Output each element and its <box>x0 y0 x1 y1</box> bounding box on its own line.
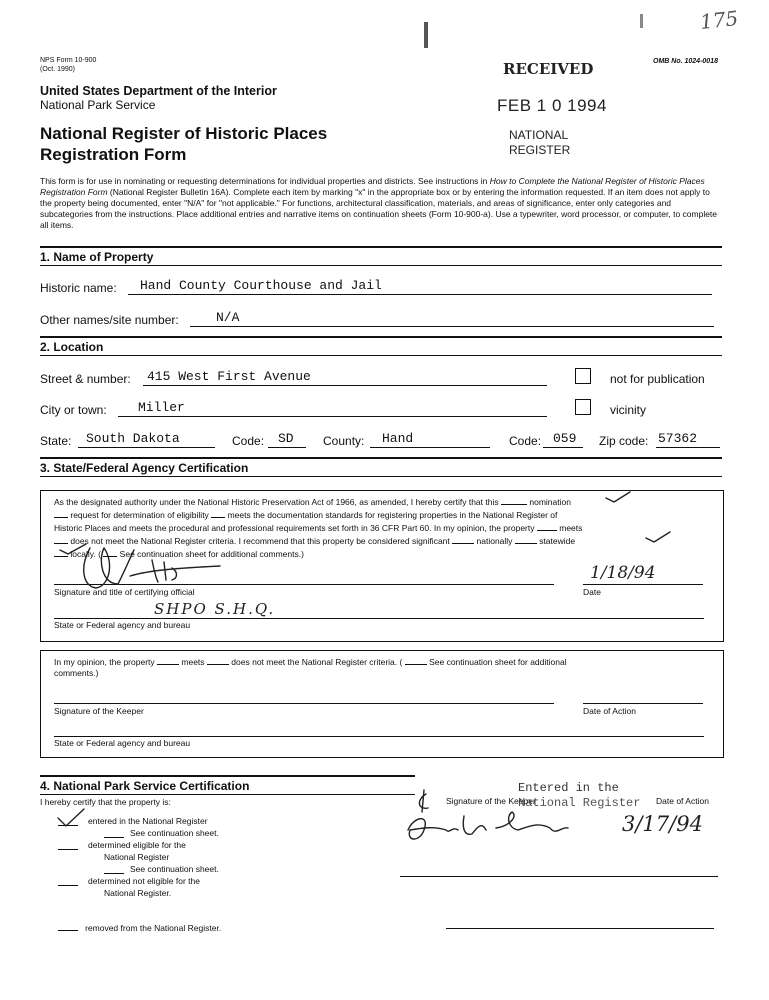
keeper-signature-label: Signature of the Keeper <box>54 706 144 716</box>
state-label: State: <box>40 434 72 448</box>
section-rule <box>40 457 722 459</box>
form-number: NPS Form 10-900 <box>40 57 97 64</box>
removed-option: removed from the National Register. <box>58 921 221 934</box>
nps-signature-line-3[interactable] <box>446 928 714 929</box>
historic-name-label: Historic name: <box>40 281 117 295</box>
section-rule <box>40 265 722 266</box>
certifying-date-line[interactable] <box>583 584 703 585</box>
locally-check-mark <box>56 540 96 560</box>
historic-name-field[interactable]: Hand County Courthouse and Jail <box>128 280 712 295</box>
form-title-line2: Registration Form <box>40 145 187 164</box>
department: United States Department of the Interior <box>40 84 277 98</box>
section-rule <box>40 775 415 777</box>
received-stamp: RECEIVED <box>503 60 594 78</box>
scan-artifact <box>640 14 643 28</box>
state-code-label: Code: <box>232 434 265 448</box>
scan-artifact <box>424 22 428 48</box>
county-code-field[interactable]: 059 <box>543 433 583 448</box>
statewide-check-mark <box>640 528 680 548</box>
certifying-signature-label: Signature and title of certifying official <box>54 587 195 597</box>
form-title-line1: National Register of Historic Places <box>40 124 328 143</box>
section-rule <box>40 355 722 356</box>
action-date-label: Date of Action <box>583 706 636 716</box>
keeper-signature-line[interactable] <box>54 703 554 704</box>
county-label: County: <box>323 434 365 448</box>
agency: National Park Service <box>40 98 156 112</box>
state-field[interactable]: South Dakota <box>78 433 215 448</box>
agency-label: State or Federal agency and bureau <box>54 620 191 630</box>
state-code-field[interactable]: SD <box>268 433 306 448</box>
vicinity-label: vicinity <box>610 403 647 417</box>
stamp-register: REGISTER <box>509 143 571 157</box>
section-rule <box>40 794 415 795</box>
section2-title: 2. Location <box>40 340 104 354</box>
street-label: Street & number: <box>40 372 131 386</box>
section1-title: 1. Name of Property <box>40 250 154 264</box>
instructions-paragraph: This form is for use in nominating or requesting determinations for individual properties and districts. See instructions in How to Complete the National Register of Historic Places Registration Form (National Register Bulletin 16A). Complete each item by marking "x" in the appropriate box or by entering the information requested. If an item does not apply to the property being documented, enter "N/A" for "not applicable." For functions, architectural classification, materials, and areas of significance, enter only categories and subcategories from the instructions. Place additional entries and narrative items on continuation sheets (Form 10-900-a). Use a typewriter, word processor, or computer, to complete all items. <box>40 176 718 230</box>
certifying-date-label: Date <box>583 587 601 597</box>
entered-stamp-line2: National Register <box>518 796 641 810</box>
nps-keeper-label: Signature of the Keeper <box>446 796 536 806</box>
keeper-opinion-text: In my opinion, the property meets does not meet the National Register criteria. ( See continuation sheet for additional comments.) <box>54 657 567 678</box>
street-field[interactable]: 415 West First Avenue <box>143 371 547 386</box>
action-date-line[interactable] <box>583 703 703 704</box>
stamp-national: NATIONAL <box>509 128 569 142</box>
county-field[interactable]: Hand <box>370 433 490 448</box>
entered-stamp-line1: Entered in the <box>518 781 619 795</box>
section-rule <box>40 246 722 248</box>
omb-number: OMB No. 1024-0018 <box>653 58 718 65</box>
section3-title: 3. State/Federal Agency Certification <box>40 461 249 475</box>
not-for-publication-checkbox[interactable] <box>575 368 591 384</box>
zip-label: Zip code: <box>599 434 649 448</box>
not-for-publication-label: not for publication <box>610 372 705 386</box>
form-date: (Oct. 1990) <box>40 66 76 73</box>
certification-text: As the designated authority under the National Historic Preservation Act of 1966, as amended, I hereby certify that this nomination request for determination of eligibility meets the documentation standards for registering properties in the National Register of Historic Places and meets the procedural and professional requirements set forth in 36 CFR Part 60. In my opinion, the property meets does not meet the National Register criteria. I recommend that this property be considered significant nationally statewide locally. ( See continuation sheet for additional comments.) <box>54 497 583 559</box>
zip-field[interactable]: 57362 <box>656 433 720 448</box>
city-label: City or town: <box>40 403 107 417</box>
agency2-label: State or Federal agency and bureau <box>54 738 191 748</box>
other-names-field[interactable]: N/A <box>190 312 714 327</box>
keeper-date-value: 3/17/94 <box>622 812 703 836</box>
county-code-label: Code: <box>509 434 542 448</box>
agency-line[interactable] <box>54 618 704 619</box>
certify-label: I hereby certify that the property is: <box>40 797 171 807</box>
section-rule <box>40 336 722 338</box>
keeper-signature-scribble <box>400 786 660 856</box>
agency2-line[interactable] <box>54 736 704 737</box>
section-rule <box>40 476 722 477</box>
corner-handwritten-mark: 175 <box>698 6 740 34</box>
nps-signature-line-2[interactable] <box>400 876 718 877</box>
section4-title: 4. National Park Service Certification <box>40 779 250 793</box>
shpo-annotation: SHPO S.H.Q. <box>154 600 276 618</box>
nps-options: entered in the National Register See continuation sheet. determined eligible for the National Register See continuation sheet. determined not eligible for the National Register. <box>58 816 698 900</box>
certifying-date-value: 1/18/94 <box>590 563 656 583</box>
nomination-check-mark <box>600 488 640 508</box>
vicinity-checkbox[interactable] <box>575 399 591 415</box>
nps-action-label: Date of Action <box>656 796 709 806</box>
city-field[interactable]: Miller <box>118 402 547 417</box>
received-date: FEB 1 0 1994 <box>497 96 607 115</box>
other-names-label: Other names/site number: <box>40 313 179 327</box>
entered-check-mark <box>54 806 88 830</box>
